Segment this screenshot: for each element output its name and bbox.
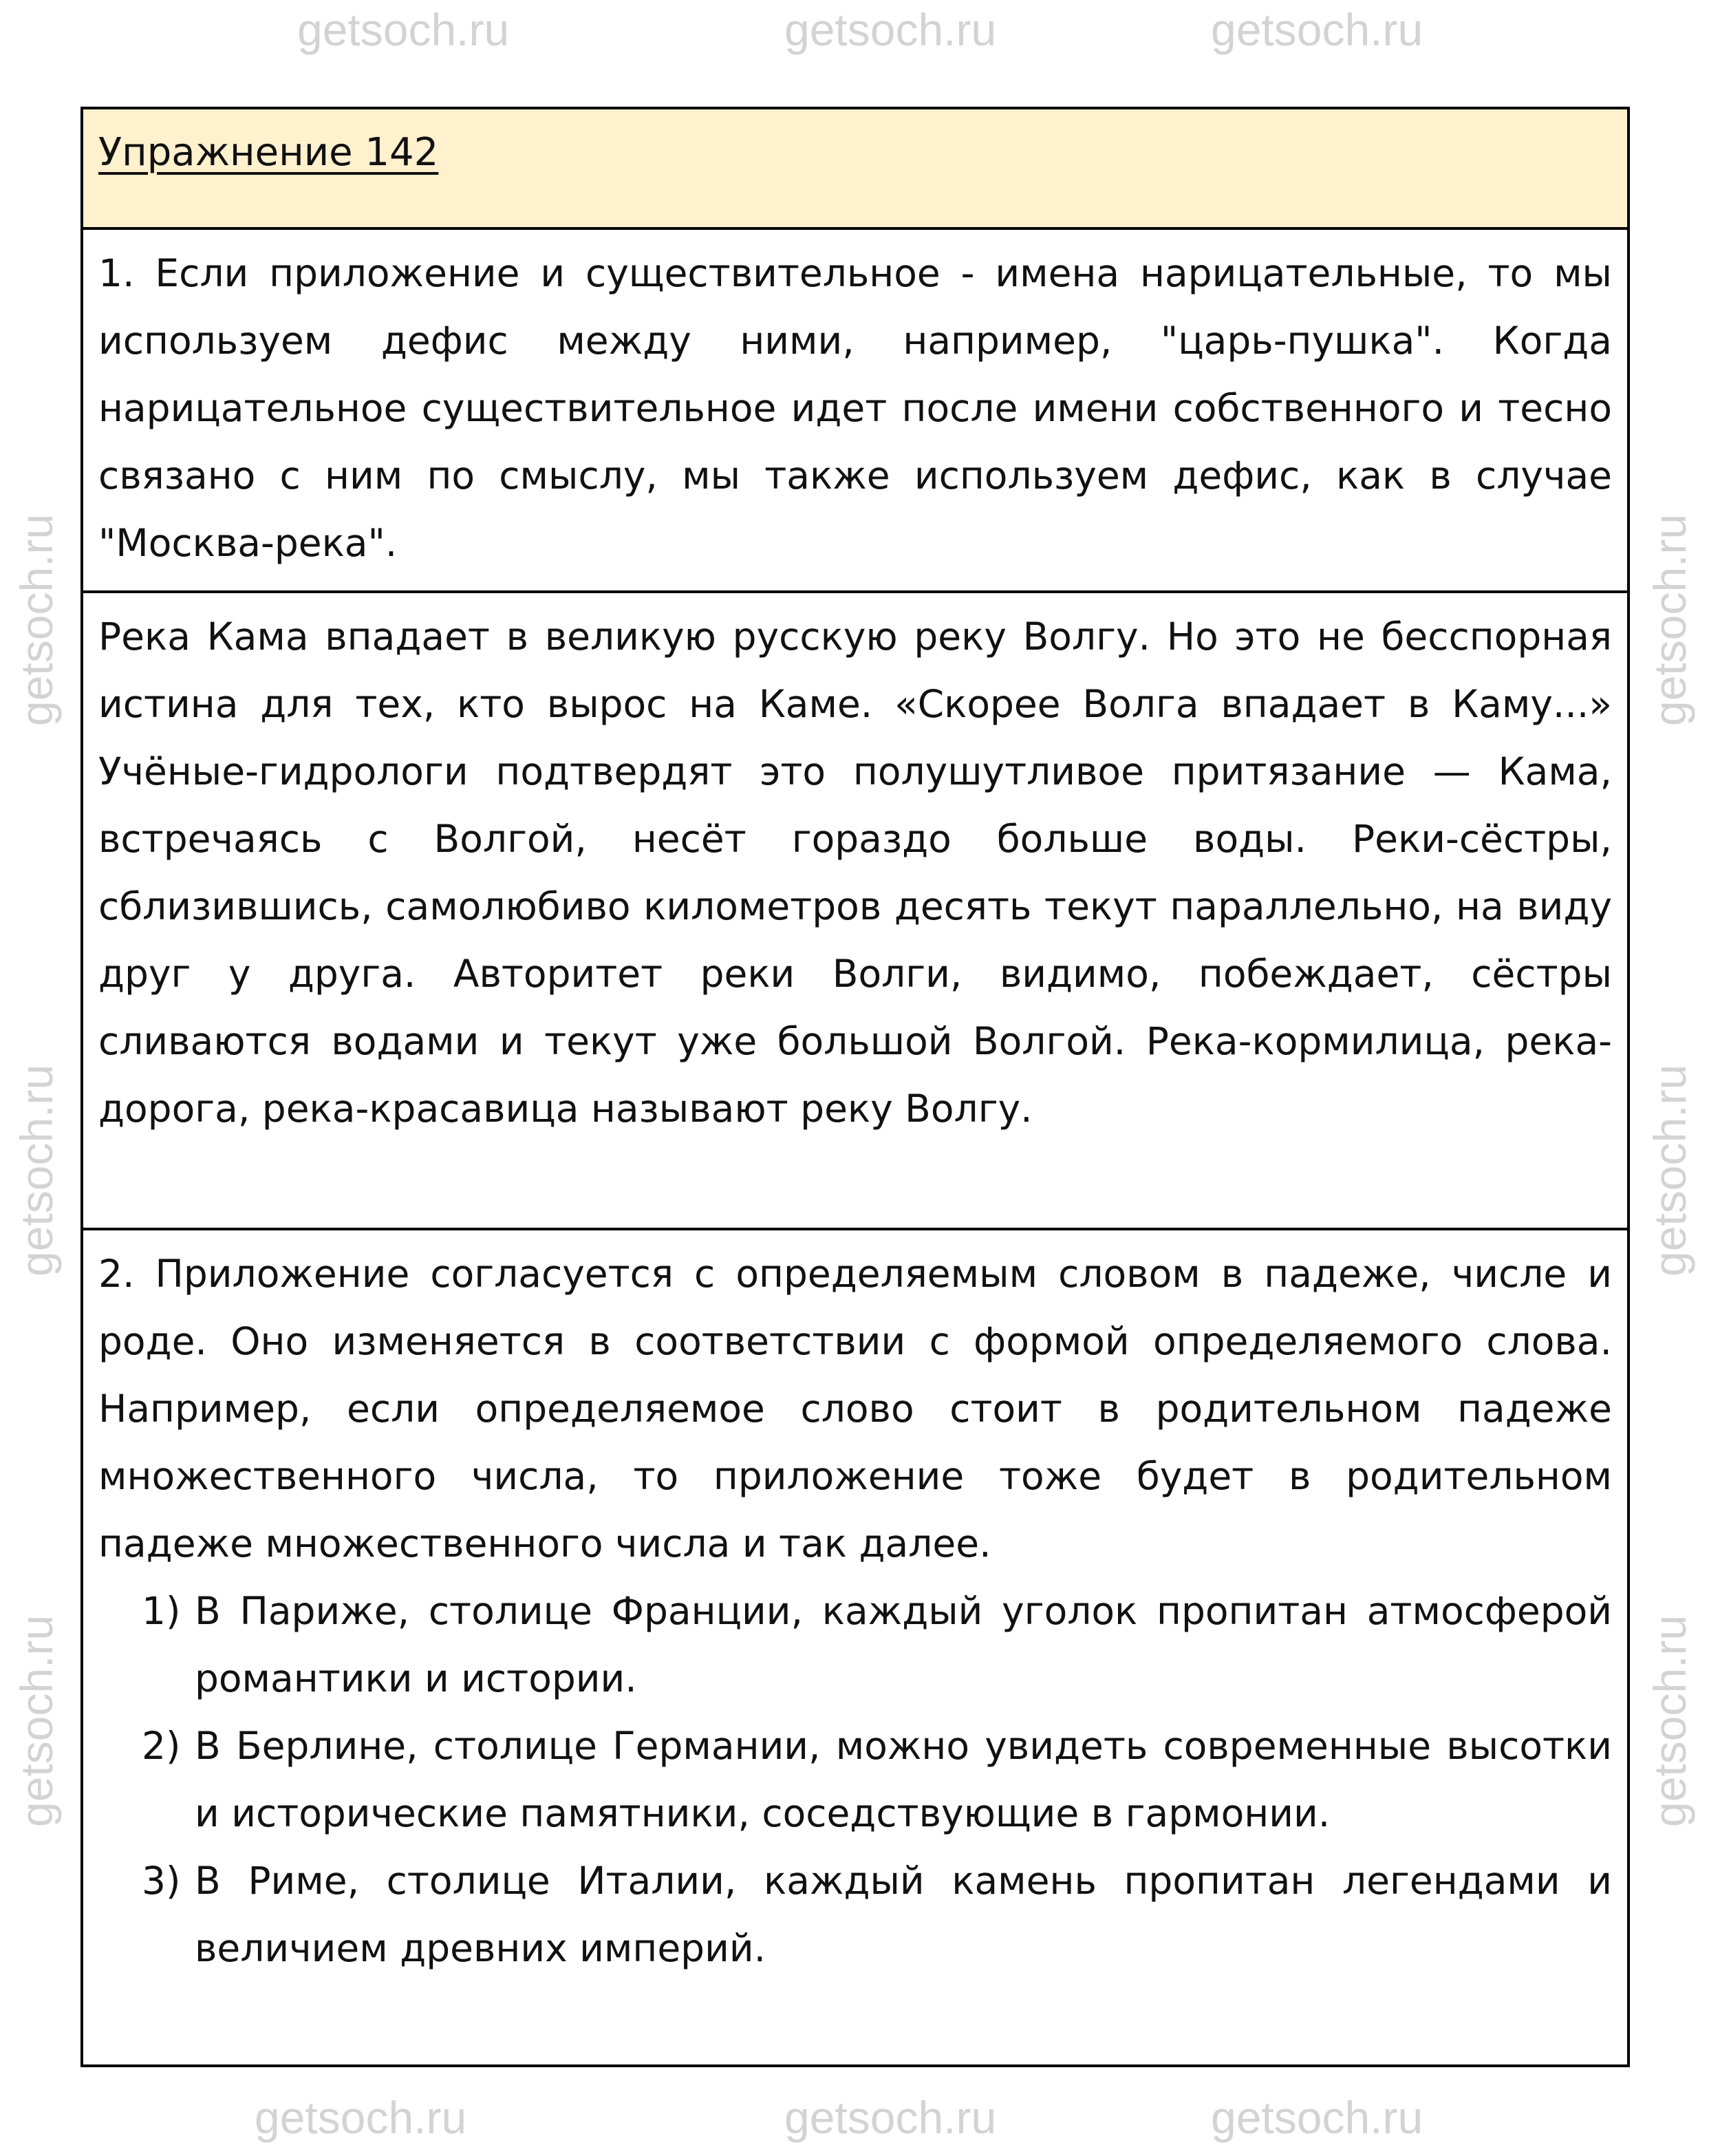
list-item-text: В Париже, столице Франции, каждый уголок пропитан атмосферой романтики и истории. [195,1589,1612,1700]
list-item-text: В Берлине, столице Германии, можно увидеть современные высотки и исторические памятники, соседствующие в гармонии. [195,1724,1612,1835]
exercise-table [80,107,1630,2067]
exercise-header [83,109,1627,227]
list-item [98,1847,1612,1982]
watermark: getsoch.ru [11,1614,62,1827]
exercise-title: Упражнение 142 [98,130,439,175]
answer-paragraph: 1. Если приложение и существительное - имена нарицательные, то мы используем дефис между ними, например, "царь-пушка". Когда нарицательное существительное идет после имени собственного и тесно связано с ним по смыслу, мы также используем дефис, как в случае "Москва-река". [98,251,1612,565]
text-section [83,590,1627,1228]
right-margin [1632,107,1708,2067]
list-item-number: 2) [142,1724,181,1768]
watermark: getsoch.ru [11,513,62,726]
watermark: getsoch.ru [1211,2092,1423,2143]
watermark: getsoch.ru [1211,4,1423,55]
watermark: getsoch.ru [255,2092,467,2143]
watermark: getsoch.ru [1644,513,1695,726]
watermark: getsoch.ru [1644,1064,1695,1277]
answer-section-1 [83,227,1627,590]
watermark: getsoch.ru [1644,1614,1695,1827]
example-list [98,1577,1612,1982]
source-text-paragraph: Река Кама впадает в великую русскую реку Волгу. Но это не бесспорная истина для тех, кто вырос на Каме. «Скорее Волга впадает в Каму...» Учёные-гидрологи подтвердят это полушутливое притязание — Кама, встречаясь с Волгой, несёт гораздо больше воды. Реки-сёстры, сблизившись, самолюбиво километров десять текут параллельно, на виду друг у друга. Авторитет реки Волги, видимо, побеждает, сёстры сливаются водами и текут уже большой Волгой. Река-кормилица, река-дорога, река-красавица называют реку Волгу. [98,615,1612,1131]
bottom-margin [0,2067,1709,2156]
list-item-text: В Риме, столице Италии, каждый камень пропитан легендами и величием древних империй. [195,1859,1612,1970]
watermark: getsoch.ru [297,4,510,55]
list-item-number: 1) [142,1589,181,1633]
list-item-number: 3) [142,1859,181,1903]
list-item [98,1712,1612,1847]
watermark: getsoch.ru [784,2092,997,2143]
answer-section-2 [83,1228,1627,2064]
answer-paragraph: 2. Приложение согласуется с определяемым словом в падеже, числе и роде. Оно изменяется в соответствии с формой определяемого слова. Например, если определяемое слово стоит в родительном падеже множественного числа, то приложение тоже будет в родительном падеже множественного числа и так далее. [98,1252,1612,1566]
left-margin [0,107,76,2067]
watermark: getsoch.ru [11,1064,62,1277]
watermark: getsoch.ru [784,4,997,55]
top-margin [0,0,1709,107]
list-item [98,1577,1612,1712]
